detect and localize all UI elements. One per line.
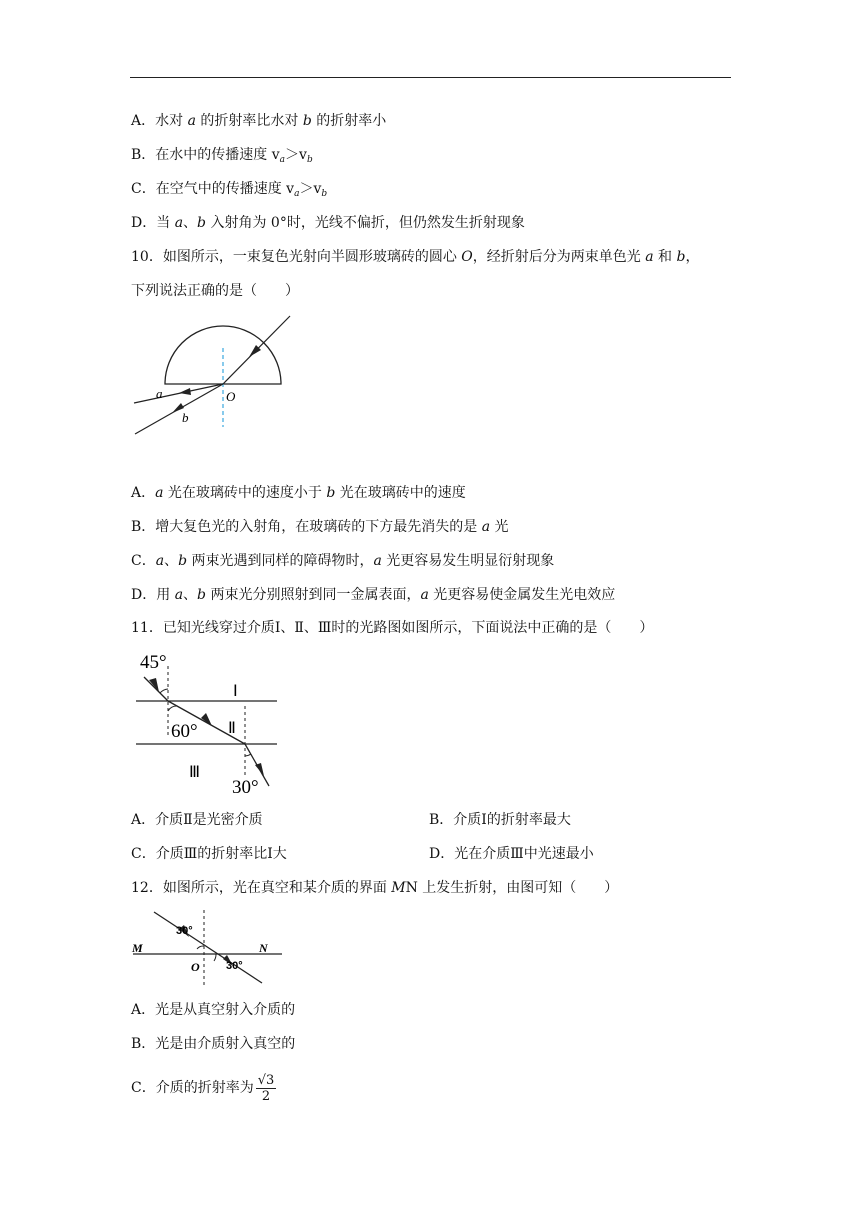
q11-stem: 11．已知光线穿过介质Ⅰ、Ⅱ、Ⅲ时的光路图如图所示，下面说法中正确的是（ ） [131,620,654,636]
q12-interface-figure [130,908,290,988]
q11-option-b: B．介质Ⅰ的折射率最大 [429,812,571,828]
label-b: b [182,410,189,425]
angle-60: 60° [171,721,198,742]
medium-2: Ⅱ [228,720,236,737]
q12-option-a: A．光是从真空射入介质的 [131,1002,296,1018]
ray-out-arrow [255,763,264,776]
angle-30: 30° [232,777,259,798]
angle-arc-1 [197,946,204,949]
q12-stem: 12．如图所示，光在真空和某介质的界面 MN 上发生折射，由图可知（ ） [131,880,619,896]
q9-option-a: A．水对 a 的折射率比水对 b 的折射率小 [131,113,387,129]
q9-option-d: D．当 a、b 入射角为 0°时，光线不偏折，但仍然发生折射现象 [131,215,525,231]
q10-option-b: B．增大复色光的入射角，在玻璃砖的下方最先消失的是 a 光 [131,519,509,535]
ray-mid-arrow [201,713,212,726]
q9-option-b: B．在水中的传播速度 $v_a>v_b$ [131,147,313,165]
q11-option-a: A．介质Ⅱ是光密介质 [131,812,263,828]
q12-option-c: C．介质的折射率为 $\frac{√3}{2}$ [131,1072,275,1104]
q10-stem-line2: 下列说法正确的是（ ） [131,283,299,299]
label-o: O [226,389,236,404]
label-o: O [191,960,200,974]
angle-45: 45° [140,652,167,673]
q11-option-d: D．光在介质Ⅲ中光速最小 [429,846,594,862]
header-rule [130,77,731,78]
label-m: M [132,941,143,955]
q10-option-a: A．a 光在玻璃砖中的速度小于 b 光在玻璃砖中的速度 [131,485,466,501]
q10-stem-line1: 10．如图所示，一束复色光射向半圆形玻璃砖的圆心 O，经折射后分为两束单色光 a 和 b， [131,249,700,265]
q9-option-c: C．在空气中的传播速度 $v_a>v_b$ [131,181,328,199]
medium-3: Ⅲ [189,764,201,781]
ray-in-arrow [149,678,159,692]
q10-semicircle-figure [130,312,300,442]
angle-arc-1 [160,689,168,693]
ray-a-arrow [179,388,191,395]
angle-30-top: 30° [176,925,193,937]
angle-arc-3 [245,754,251,756]
label-a: a [156,386,163,401]
q10-option-c: C．a、b 两束光遇到同样的障碍物时，a 光更容易发生明显衍射现象 [131,553,555,569]
angle-arc-2 [168,706,177,711]
fraction-sqrt3-over-2: $\frac{√3}{2}$ [257,1072,275,1104]
medium-1: Ⅰ [233,683,238,700]
q11-option-c: C．介质Ⅲ的折射率比Ⅰ大 [131,846,287,862]
q10-option-d: D．用 a、b 两束光分别照射到同一金属表面，a 光更容易使金属发生光电效应 [131,587,616,603]
ray-a [134,384,223,403]
q12-option-b: B．光是由介质射入真空的 [131,1036,296,1052]
label-n: N [259,941,268,955]
ray [154,912,262,983]
angle-30-bottom: 30° [226,960,243,972]
angle-arc-2 [214,954,216,961]
q11-media-figure [134,648,284,798]
